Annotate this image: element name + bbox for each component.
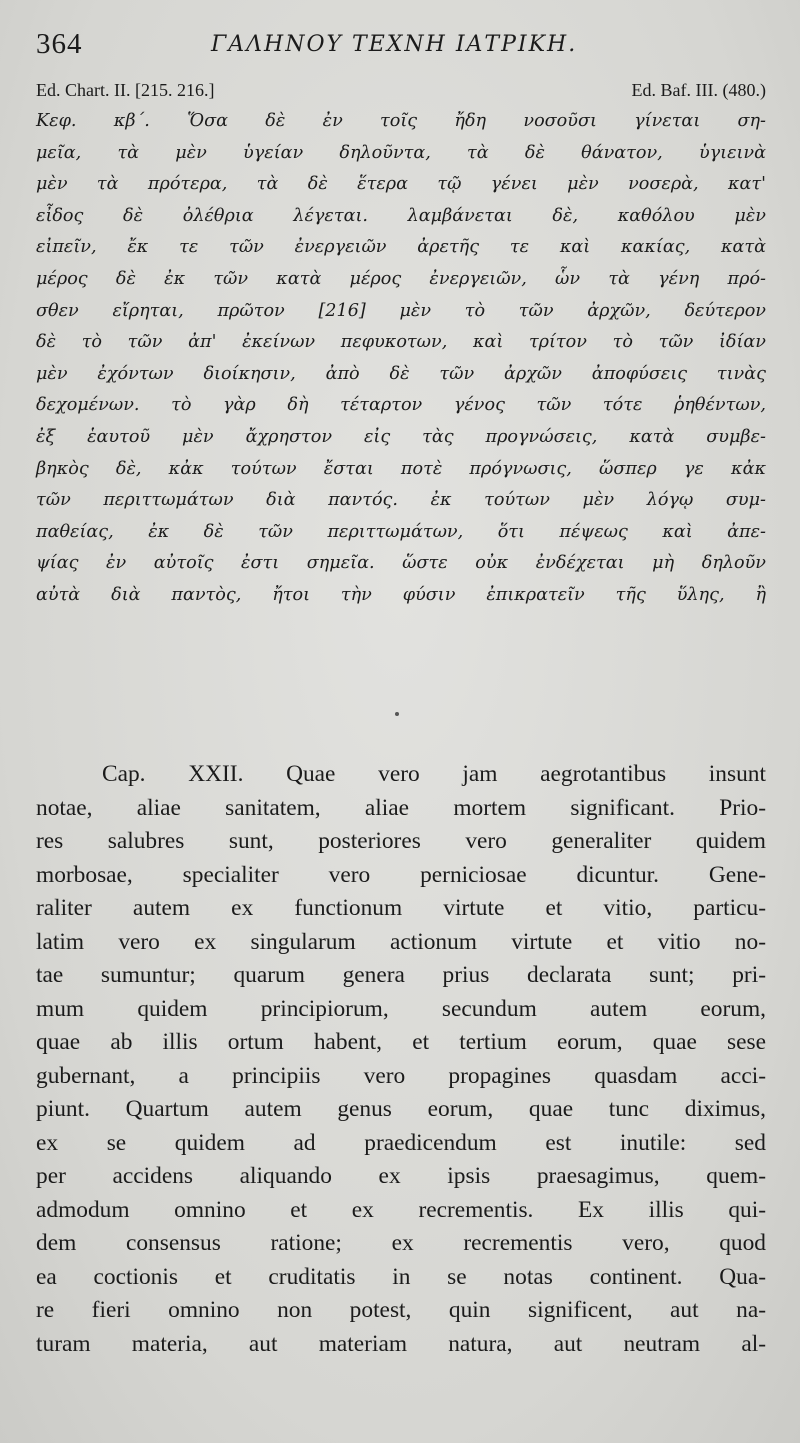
latin-line: ea coctionis et cruditatis in se notas continent. Qua- xyxy=(36,1263,766,1290)
latin-line: Cap. XXII. Quae vero jam aegrotantibus insunt xyxy=(102,761,766,787)
latin-line: res salubres sunt, posteriores vero generaliter quidem xyxy=(36,828,766,854)
latin-line: dem consensus ratione; ex recrementis vero, quod xyxy=(36,1230,766,1256)
greek-line: δεχομένων. τὸ γὰρ δὴ τέταρτον γένος τῶν τότε ῥηθέντων, xyxy=(36,395,766,416)
latin-line: latim vero ex singularum actionum virtute et vitio no- xyxy=(36,928,766,955)
latin-line: turam materia, aut materiam natura, aut neutram al- xyxy=(36,1330,766,1357)
greek-text-block xyxy=(36,106,766,612)
greek-line: εἶδος δὲ ὀλέθρια λέγεται. λαμβάνεται δὲ, καθόλου μὲν xyxy=(36,205,766,226)
running-title: ΓΑΛΗΝΟΥ ΤΕΧΝΗ ΙΑΤΡΙΚΗ. xyxy=(211,32,578,57)
greek-line: ψίας ἐν αὐτοῖς ἐστι σημεῖα. ὥστε οὐκ ἐνδέχεται μὴ δηλοῦν xyxy=(36,553,766,574)
latin-line: mum quidem principiorum, secundum autem eorum, xyxy=(36,995,766,1022)
greek-line: ἐξ ἑαυτοῦ μὲν ἄχρηστον εἰς τὰς προγνώσεις, κατὰ συμβε- xyxy=(36,426,766,447)
latin-line: tae sumuntur; quarum genera prius declarata sunt; pri- xyxy=(36,962,766,988)
greek-line: σθεν εἴρηται, πρῶτον [216] μὲν τὸ τῶν ἀρχῶν, δεύτερον xyxy=(36,300,766,321)
latin-line: notae, aliae sanitatem, aliae mortem significant. Prio- xyxy=(36,794,766,821)
page-header xyxy=(36,28,766,68)
greek-line: μὲν τὰ πρότερα, τὰ δὲ ἕτερα τῷ γένει μὲν νοσερὰ, κατ' xyxy=(36,174,766,195)
latin-line: piunt. Quartum autem genus eorum, quae tunc diximus, xyxy=(36,1096,766,1122)
latin-line: raliter autem ex functionum virtute et vitio, particu- xyxy=(36,895,766,921)
latin-line: ex se quidem ad praedicendum est inutile: sed xyxy=(36,1129,766,1156)
edition-chart-ref: Ed. Chart. II. [215. 216.] xyxy=(36,80,215,100)
greek-line: εἰπεῖν, ἔκ τε τῶν ἐνεργειῶν ἀρετῆς τε καὶ κακίας, κατὰ xyxy=(36,237,766,258)
greek-line: αὐτὰ διὰ παντὸς, ἤτοι τὴν φύσιν ἐπικρατεῖν τῆς ὕλης, ἢ xyxy=(36,584,766,605)
edition-bas-ref: Ed. Baf. III. (480.) xyxy=(631,80,766,100)
greek-line: τῶν περιττωμάτων διὰ παντός. ἐκ τούτων μὲν λόγῳ συμ- xyxy=(36,490,766,511)
page-number: 364 xyxy=(36,28,83,60)
latin-line: morbosae, specialiter vero perniciosae dicuntur. Gene- xyxy=(36,861,766,888)
latin-line: re fieri omnino non potest, quin significent, aut na- xyxy=(36,1297,766,1323)
latin-line: quae ab illis ortum habent, et tertium eorum, quae sese xyxy=(36,1029,766,1055)
section-divider-dot xyxy=(395,712,399,716)
greek-line: μὲν ἐχόντων διοίκησιν, ἀπὸ δὲ τῶν ἀρχῶν ἀποφύσεις τινὰς xyxy=(36,363,766,384)
greek-line: μεῖα, τὰ μὲν ὑγείαν δηλοῦντα, τὰ δὲ θάνατον, ὑγιεινὰ xyxy=(36,142,766,163)
greek-line: παθείας, ἐκ δὲ τῶν περιττωμάτων, ὅτι πέψεως καὶ ἀπε- xyxy=(36,521,766,542)
latin-line: gubernant, a principiis vero propagines quasdam acci- xyxy=(36,1062,766,1089)
latin-line: admodum omnino et ex recrementis. Ex illis qui- xyxy=(36,1196,766,1223)
latin-line: per accidens aliquando ex ipsis praesagimus, quem- xyxy=(36,1163,766,1189)
greek-line: βηκὸς δὲ, κἀκ τούτων ἔσται ποτὲ πρόγνωσις, ὥσπερ γε κἀκ xyxy=(36,458,766,479)
greek-line: δὲ τὸ τῶν ἀπ' ἐκείνων πεφυκοτων, καὶ τρίτον τὸ τῶν ἰδίαν xyxy=(36,332,766,353)
latin-text-block xyxy=(36,758,766,1361)
greek-line: Κεφ. κβ΄. Ὅσα δὲ ἐν τοῖς ἤδη νοσοῦσι γίνεται ση- xyxy=(36,111,766,131)
greek-line: μέρος δὲ ἐκ τῶν κατὰ μέρος ἐνεργειῶν, ὧν τὰ γένη πρό- xyxy=(36,268,766,289)
